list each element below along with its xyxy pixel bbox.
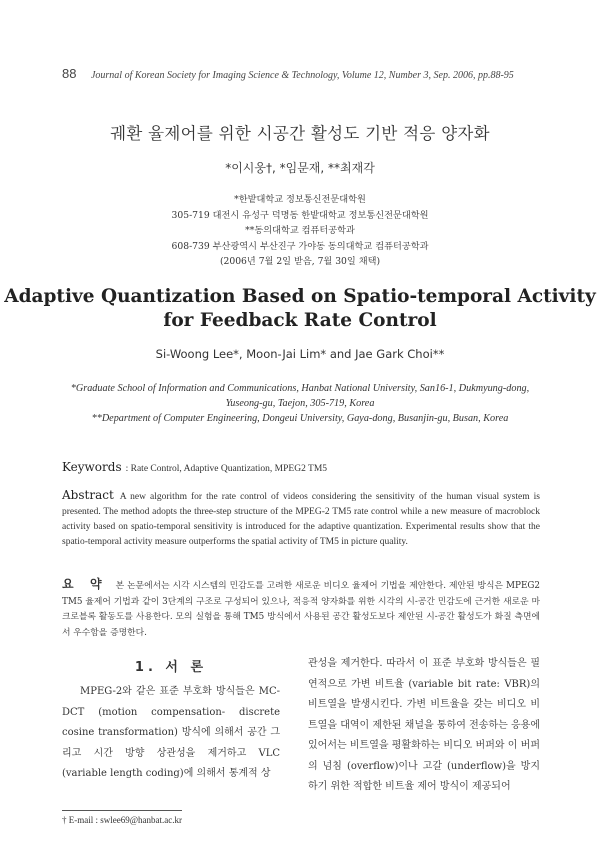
korean-affiliation-line: 608-739 부산광역시 부산진구 가야동 동의대학교 컴퓨터공학과 bbox=[171, 240, 429, 252]
korean-abstract-label: 요 약 bbox=[62, 577, 108, 591]
keywords-text: : Rate Control, Adaptive Quantization, MPEG2 TM5 bbox=[125, 464, 328, 474]
journal-citation: Journal of Korean Society for Imaging Science & Technology, Volume 12, Number 3, Sep. 2006, pp.88-95 bbox=[90, 70, 514, 81]
running-header bbox=[62, 66, 560, 81]
korean-affiliation-line: *한밭대학교 정보통신전문대학원 bbox=[234, 194, 366, 205]
english-affiliations bbox=[30, 381, 570, 426]
korean-title: 궤환 율제어를 위한 시공간 활성도 기반 적응 양자화 bbox=[110, 124, 490, 143]
abstract-text: A new algorithm for the rate control of videos considering the sensitivity of the human visual system is presented. The method adopts the three-step structure of the MPEG-2 TM5 rate control while a new measure of macroblock activity based on spatio-temporal sensitivity is introduced for the adaptive quantization. Experimental results show that the spatio-temporal activity measure outperforms the spatial activity of TM5 in picture quality. bbox=[62, 492, 540, 547]
english-title-line: Adaptive Quantization Based on Spatio-temporal Activity bbox=[4, 286, 596, 307]
footnote-divider bbox=[62, 810, 182, 811]
english-affiliation-line: Yuseong-gu, Taejon, 305-719, Korea bbox=[225, 398, 375, 409]
english-title bbox=[0, 285, 600, 333]
body-paragraph: MPEG-2와 같은 표준 부호화 방식들은 MC-DCT (motion compensation- discrete cosine transformation) 방식에 의해서 공간 그리고 시간 방향 상관성을 제거하고 VLC (variable length coding)에 의해서 통계적 상 bbox=[62, 686, 280, 779]
section-heading: 1. 서 론 bbox=[134, 660, 208, 675]
abstract-label: Abstract bbox=[62, 488, 114, 502]
footnote: † E-mail : swlee69@hanbat.ac.kr bbox=[62, 815, 182, 825]
korean-affiliation-line: **동의대학교 컴퓨터공학과 bbox=[245, 225, 355, 236]
english-authors: Si-Woong Lee*, Moon-Jai Lim* and Jae Gark Choi** bbox=[155, 347, 445, 361]
korean-affiliation-line: 305-719 대전시 유성구 덕명동 한밭대학교 정보통신전문대학원 bbox=[171, 209, 429, 221]
english-affiliation-line: **Department of Computer Engineering, Dongeui University, Gaya-dong, Busanjin-gu, Busan, Korea bbox=[91, 413, 509, 424]
page-number: 88 bbox=[62, 66, 77, 81]
right-column bbox=[308, 654, 540, 798]
body-paragraph: 관성을 제거한다. 따라서 이 표준 부호화 방식들은 필연적으로 가변 비트율 (variable bit rate: VBR)의 비트열을 발생시킨다. 가변 비트율을 갖는 비디오 비트열을 대역이 제한된 채널을 통하여 전송하는 응용에 있어서는 비트열을 평활화하는 비디오 버퍼와 이 버퍼의 넘침 (overflow)이나 고갈 (underflow)을 방지하기 위한 적합한 비트율 제어 방식이 제공되어 bbox=[308, 658, 540, 792]
abstract bbox=[62, 488, 540, 550]
english-affiliation-line: *Graduate School of Information and Communications, Hanbat National University, San16-1, Dukmyung-dong, bbox=[70, 383, 530, 394]
english-title-line: for Feedback Rate Control bbox=[163, 310, 437, 331]
keywords bbox=[62, 460, 542, 474]
korean-authors: *이시웅†, *임문재, **최재각 bbox=[225, 161, 375, 175]
received-date: (2006년 7월 2일 받음, 7월 30일 채택) bbox=[219, 256, 381, 267]
korean-abstract bbox=[62, 577, 540, 641]
korean-abstract-text: 본 논문에서는 시각 시스템의 민감도를 고려한 새로운 비디오 율제어 기법을 제안한다. 제안된 방식은 MPEG2 TM5 율제어 기법과 같이 3단계의 구조로 구성되어 있으나, 적응적 양자화를 위한 시각의 시-공간 민감도에 근거한 새로운 마크로블록 활동도를 사용한다. 모의 실험을 통해 TM5 방식에서 사용된 공간 활성도보다 제안된 시-공간 활성도가 화질 측면에서 우수함을 증명한다. bbox=[62, 581, 540, 638]
korean-affiliations bbox=[0, 192, 600, 270]
left-column bbox=[62, 654, 280, 785]
keywords-label: Keywords bbox=[62, 460, 122, 474]
